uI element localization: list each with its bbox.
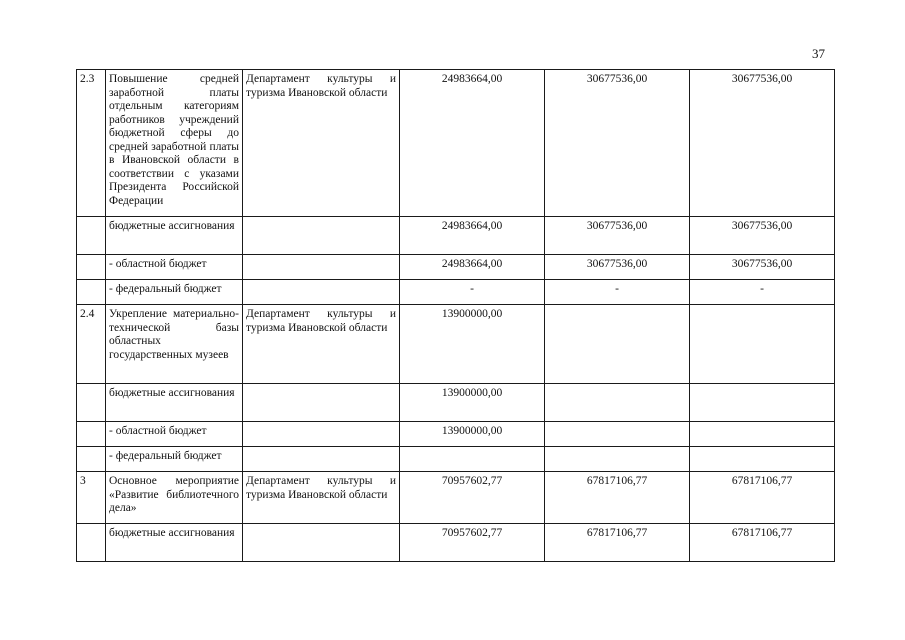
activity-name: - федеральный бюджет xyxy=(106,280,243,305)
budget-table xyxy=(76,69,835,562)
value-year-3: 30677536,00 xyxy=(690,70,835,217)
value-year-3 xyxy=(690,305,835,384)
executor xyxy=(243,384,400,422)
activity-name: Повышение средней заработной платы отдельным категориям работников учреждений бюджетной сферы до средней заработной платы в Ивановской области в соответствии с указами Президента Российской Федерации xyxy=(106,70,243,217)
table-row xyxy=(77,524,835,562)
activity-name: бюджетные ассигнования xyxy=(106,524,243,562)
value-year-3 xyxy=(690,422,835,447)
activity-name: бюджетные ассигнования xyxy=(106,384,243,422)
executor xyxy=(243,524,400,562)
value-year-3: 30677536,00 xyxy=(690,255,835,280)
table-row xyxy=(77,70,835,217)
activity-name: бюджетные ассигнования xyxy=(106,217,243,255)
activity-name: - федеральный бюджет xyxy=(106,447,243,472)
table-row xyxy=(77,217,835,255)
value-year-1: 24983664,00 xyxy=(400,217,545,255)
table-row xyxy=(77,305,835,384)
page-number: 37 xyxy=(812,46,825,61)
value-year-1: 13900000,00 xyxy=(400,422,545,447)
executor: Департамент культуры и туризма Ивановской области xyxy=(243,472,400,524)
activity-name: Укрепление материально-технической базы областных государственных музеев xyxy=(106,305,243,384)
value-year-1: 70957602,77 xyxy=(400,524,545,562)
table-row xyxy=(77,280,835,305)
value-year-1: 70957602,77 xyxy=(400,472,545,524)
value-year-3: 30677536,00 xyxy=(690,217,835,255)
row-number: 3 xyxy=(77,472,106,524)
row-number xyxy=(77,280,106,305)
value-year-2 xyxy=(545,305,690,384)
row-number xyxy=(77,447,106,472)
table-row xyxy=(77,447,835,472)
table-row xyxy=(77,255,835,280)
row-number: 2.4 xyxy=(77,305,106,384)
value-year-1: 13900000,00 xyxy=(400,384,545,422)
activity-name: - областной бюджет xyxy=(106,255,243,280)
executor: Департамент культуры и туризма Ивановской области xyxy=(243,305,400,384)
value-year-3: - xyxy=(690,280,835,305)
row-number: 2.3 xyxy=(77,70,106,217)
row-number xyxy=(77,524,106,562)
table-row xyxy=(77,422,835,447)
value-year-2 xyxy=(545,447,690,472)
value-year-3 xyxy=(690,447,835,472)
executor xyxy=(243,447,400,472)
value-year-3: 67817106,77 xyxy=(690,524,835,562)
activity-name: Основное мероприятие «Развитие библиотечного дела» xyxy=(106,472,243,524)
value-year-2: 30677536,00 xyxy=(545,255,690,280)
row-number xyxy=(77,422,106,447)
table-row xyxy=(77,472,835,524)
value-year-2: 30677536,00 xyxy=(545,70,690,217)
value-year-2: 30677536,00 xyxy=(545,217,690,255)
value-year-1: 24983664,00 xyxy=(400,70,545,217)
executor xyxy=(243,422,400,447)
activity-name: - областной бюджет xyxy=(106,422,243,447)
value-year-2 xyxy=(545,384,690,422)
value-year-2: 67817106,77 xyxy=(545,472,690,524)
value-year-1: - xyxy=(400,280,545,305)
executor xyxy=(243,217,400,255)
value-year-2: - xyxy=(545,280,690,305)
value-year-2: 67817106,77 xyxy=(545,524,690,562)
row-number xyxy=(77,384,106,422)
value-year-1 xyxy=(400,447,545,472)
table-row xyxy=(77,384,835,422)
value-year-2 xyxy=(545,422,690,447)
value-year-1: 24983664,00 xyxy=(400,255,545,280)
row-number xyxy=(77,255,106,280)
value-year-3: 67817106,77 xyxy=(690,472,835,524)
row-number xyxy=(77,217,106,255)
executor xyxy=(243,255,400,280)
value-year-3 xyxy=(690,384,835,422)
executor: Департамент культуры и туризма Ивановской области xyxy=(243,70,400,217)
executor xyxy=(243,280,400,305)
value-year-1: 13900000,00 xyxy=(400,305,545,384)
